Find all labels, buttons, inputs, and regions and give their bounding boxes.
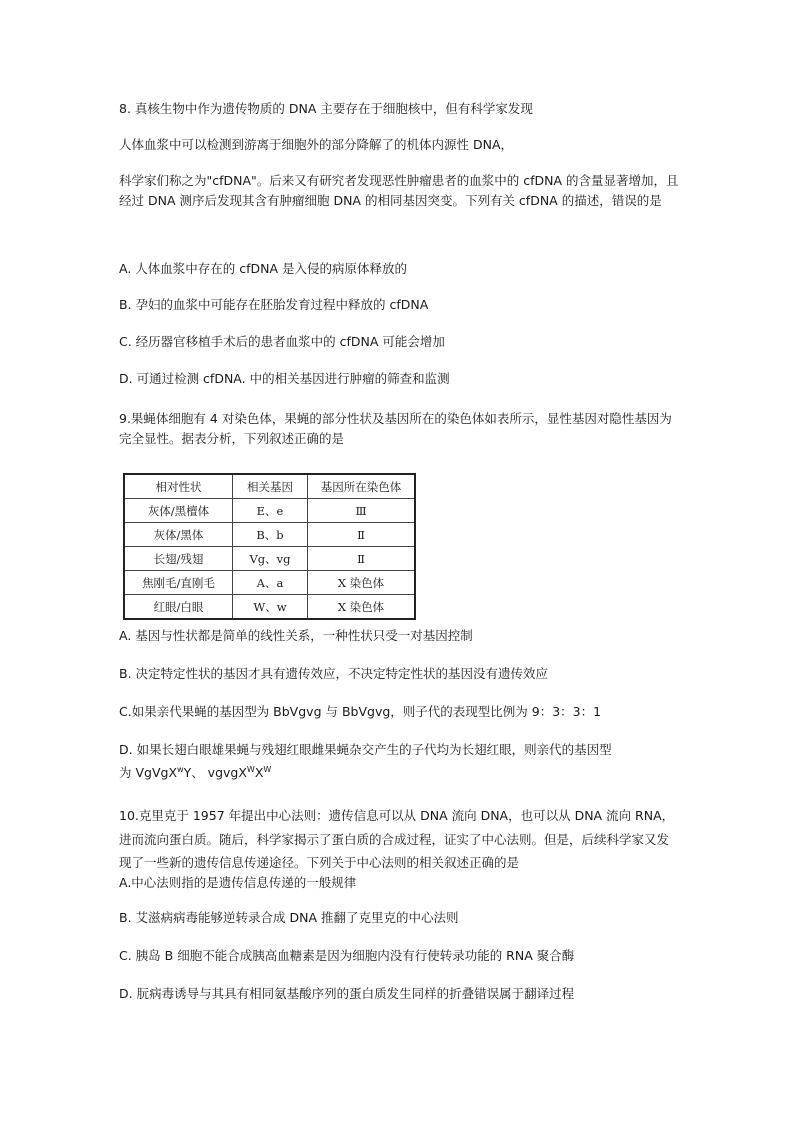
superscript: W — [246, 765, 255, 774]
q8-option-b: B. 孕妇的血浆中可能存在胚胎发育过程中释放的 cfDNA — [119, 297, 429, 312]
q9-option-a: A. 基因与性状都是简单的线性关系，一种性状只受一对基因控制 — [119, 628, 473, 643]
table-cell: 长翅/残翅 — [124, 547, 233, 571]
genotype-text: Y、 vgvgX — [183, 765, 247, 780]
q9-stem: 9.果蝇体细胞有 4 对染色体，果蝇的部分性状及基因所在的染色体如表所示，显性基因对隐性基因为完全显性。据表分析，下列叙述正确的是 — [119, 411, 672, 446]
q9-option-d-line2 — [119, 765, 679, 781]
table-cell: X 染色体 — [308, 571, 416, 595]
table-cell: Ⅱ — [308, 523, 416, 547]
q8-stem-line1: 8. 真核生物中作为遗传物质的 DNA 主要存在于细胞核中，但有科学家发现 — [119, 101, 533, 116]
table-row — [124, 499, 415, 523]
table-row — [124, 547, 415, 571]
q8-option-a: A. 人体血浆中存在的 cfDNA 是入侵的病原体释放的 — [119, 261, 408, 276]
q10-option-b: B. 艾滋病病毒能够逆转录合成 DNA 推翻了克里克的中心法则 — [119, 910, 459, 925]
q8-option-c: C. 经历器官移植手术后的患者血浆中的 cfDNA 可能会增加 — [119, 334, 445, 349]
table-cell: 灰体/黑檀体 — [124, 499, 233, 523]
genotype-text: X — [254, 765, 264, 780]
q9-option-c: C.如果亲代果蝇的基因型为 BbVgvg 与 BbVgvg，则子代的表现型比例为 9：3：3：1 — [119, 704, 602, 719]
table-cell: W、w — [233, 595, 308, 620]
table-cell: X 染色体 — [308, 595, 416, 620]
q8-stem-line3: 科学家们称之为"cfDNA"。后来又有研究者发现恶性肿瘤患者的血浆中的 cfDNA 的含量显著增加，且经过 DNA 测序后发现其含有肿瘤细胞 DNA 的相同基因突变。下列有关 cfDNA 的描述，错误的是 — [119, 173, 679, 208]
table-cell: E、e — [233, 499, 308, 523]
q8-option-d: D. 可通过检测 cfDNA. 中的相关基因进行肿瘤的筛查和监测 — [119, 371, 450, 386]
superscript: W — [263, 765, 272, 774]
table-row — [124, 595, 415, 620]
gene-table-header-row — [124, 474, 415, 499]
q9-option-b: B. 决定特定性状的基因才具有遗传效应，不决定特定性状的基因没有遗传效应 — [119, 666, 549, 681]
table-cell: Ⅲ — [308, 499, 416, 523]
q10-option-d: D. 朊病毒诱导与其具有相同氨基酸序列的蛋白质发生同样的折叠错误属于翻译过程 — [119, 986, 575, 1001]
gene-table — [123, 473, 416, 620]
q10-option-a: A.中心法则指的是遗传信息传递的一般规律 — [119, 875, 357, 890]
table-cell: 红眼/白眼 — [124, 595, 233, 620]
table-cell: Ⅱ — [308, 547, 416, 571]
superscript: w — [177, 765, 184, 774]
q10-option-c: C. 胰岛 B 细胞不能合成胰高血糖素是因为细胞内没有行使转录功能的 RNA 聚合酶 — [119, 948, 575, 963]
table-cell: 灰体/黑体 — [124, 523, 233, 547]
q9-option-d-line1: D. 如果长翅白眼雄果蝇与残翅红眼雌果蝇杂交产生的子代均为长翅红眼，则亲代的基因型 — [119, 742, 612, 757]
table-cell: A、a — [233, 571, 308, 595]
gene-table-header: 相对性状 — [124, 474, 233, 499]
gene-table-header: 基因所在染色体 — [308, 474, 416, 499]
q8-stem-line2: 人体血浆中可以检测到游离于细胞外的部分降解了的机体内源性 DNA， — [119, 137, 514, 152]
table-cell: B、b — [233, 523, 308, 547]
table-row — [124, 523, 415, 547]
genotype-text: 为 VgVgX — [119, 765, 178, 780]
table-cell: 焦刚毛/直刚毛 — [124, 571, 233, 595]
gene-table-header: 相关基因 — [233, 474, 308, 499]
table-row — [124, 571, 415, 595]
q10-stem: 10.克里克于 1957 年提出中心法则：遗传信息可以从 DNA 流向 DNA，也可以从 DNA 流向 RNA，进而流向蛋白质。随后，科学家揭示了蛋白质的合成过程，证实了中心法则。但是，后续科学家又发现了一些新的遗传信息传递途径。下列关于中心法则的相关叙述正确的是 — [119, 808, 675, 870]
table-cell: Vg、vg — [233, 547, 308, 571]
